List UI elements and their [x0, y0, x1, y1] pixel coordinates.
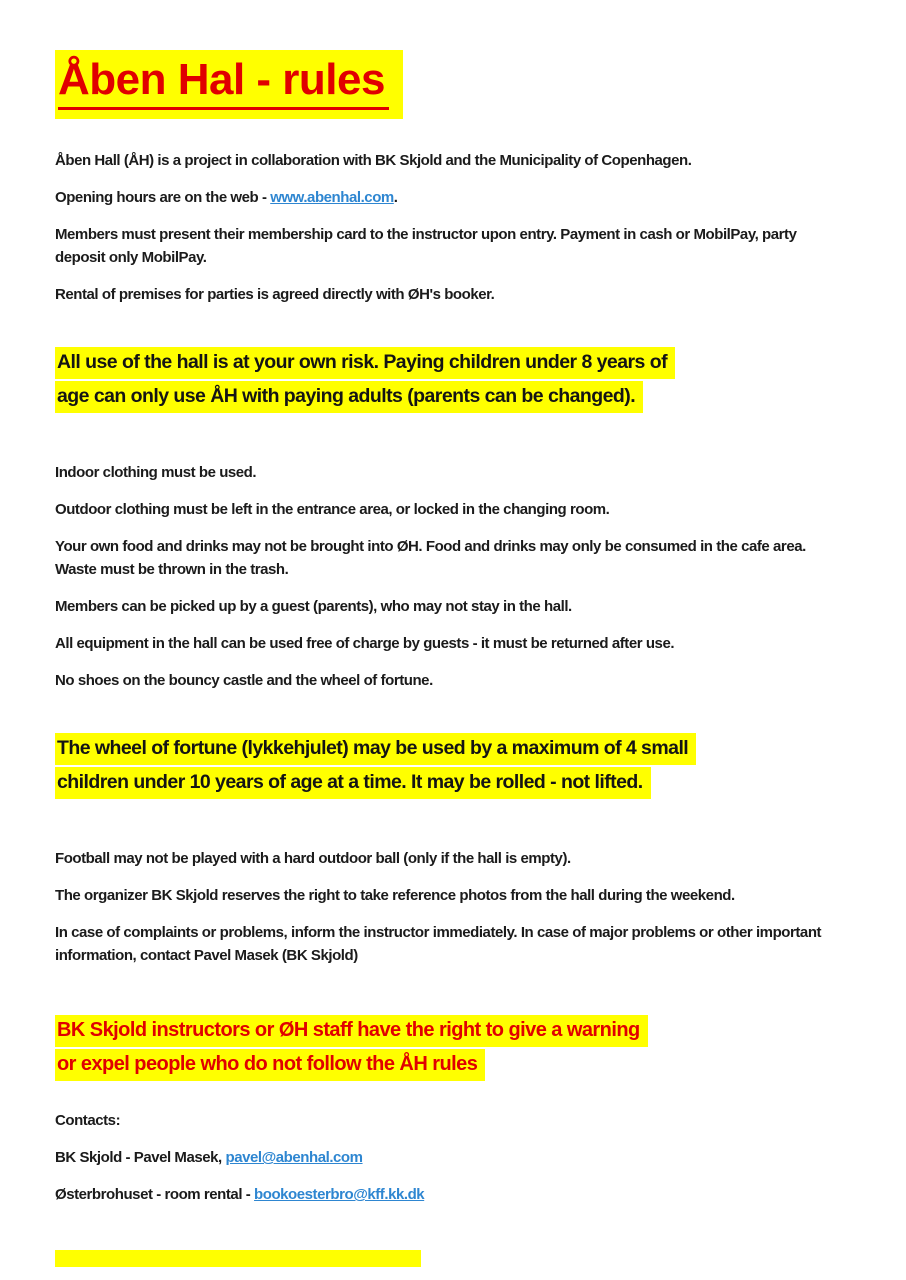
contact-bk-skjold [55, 1146, 849, 1169]
contact-room-rental [55, 1183, 849, 1206]
rule-guest-pickup: Members can be picked up by a guest (parents), who may not stay in the hall. [55, 598, 572, 616]
warning-line2: or expel people who do not follow the ÅH rules [55, 1049, 485, 1081]
paragraph-rental: Rental of premises for parties is agreed directly with ØH's booker. [55, 286, 495, 304]
title-text: Åben Hal - rules [58, 55, 389, 110]
opening-hours-text: Opening hours are on the web - [55, 189, 271, 207]
highlight-wheel-line2: children under 10 years of age at a time. It may be rolled - not lifted. [55, 767, 651, 799]
paragraph-membership: Members must present their membership card to the instructor upon entry. Payment in cash or MobilPay, party deposit only MobilPay. [55, 226, 797, 267]
warning-block [55, 1015, 849, 1083]
contact-room-text: Østerbrohuset - room rental - [55, 1186, 255, 1204]
warning-line1: BK Skjold instructors or ØH staff have the right to give a warning [55, 1015, 648, 1047]
rule-indoor-clothing: Indoor clothing must be used. [55, 464, 257, 482]
paragraph-collaboration: Åben Hall (ÅH) is a project in collaboration with BK Skjold and the Municipality of Copenhagen. [55, 152, 692, 170]
booking-email-link[interactable]: bookoesterbro@kff.kk.dk [254, 1186, 425, 1204]
rule-football: Football may not be played with a hard outdoor ball (only if the hall is empty). [55, 850, 571, 868]
title-highlight [55, 50, 403, 119]
pavel-email-link[interactable]: pavel@abenhal.com [225, 1149, 363, 1167]
highlight-risk-block [55, 347, 849, 415]
bottom-highlight-strip [55, 1250, 421, 1267]
rule-complaints: In case of complaints or problems, inform the instructor immediately. In case of major problems or other important information, contact Pavel Masek (BK Skjold) [55, 924, 822, 965]
rule-outdoor-clothing: Outdoor clothing must be left in the entrance area, or locked in the changing room. [55, 501, 610, 519]
highlight-wheel-line1: The wheel of fortune (lykkehjulet) may be used by a maximum of 4 small [55, 733, 696, 765]
rule-equipment: All equipment in the hall can be used free of charge by guests - it must be returned after use. [55, 635, 675, 653]
highlight-risk-line2: age can only use ÅH with paying adults (parents can be changed). [55, 381, 643, 413]
highlight-wheel-block [55, 733, 849, 801]
contacts-heading: Contacts: [55, 1112, 121, 1130]
rule-food-drinks: Your own food and drinks may not be brought into ØH. Food and drinks may only be consumed in the cafe area. Waste must be thrown in the trash. [55, 538, 806, 579]
opening-hours-period: . [393, 189, 398, 207]
highlight-risk-line1: All use of the hall is at your own risk. Paying children under 8 years of [55, 347, 675, 379]
paragraph-opening-hours [55, 186, 849, 209]
page-title [55, 50, 849, 119]
website-link[interactable]: www.abenhal.com [270, 189, 394, 207]
rule-photos: The organizer BK Skjold reserves the right to take reference photos from the hall during the weekend. [55, 887, 735, 905]
contact-bk-text: BK Skjold - Pavel Masek, [55, 1149, 226, 1167]
rule-no-shoes: No shoes on the bouncy castle and the wheel of fortune. [55, 672, 433, 690]
